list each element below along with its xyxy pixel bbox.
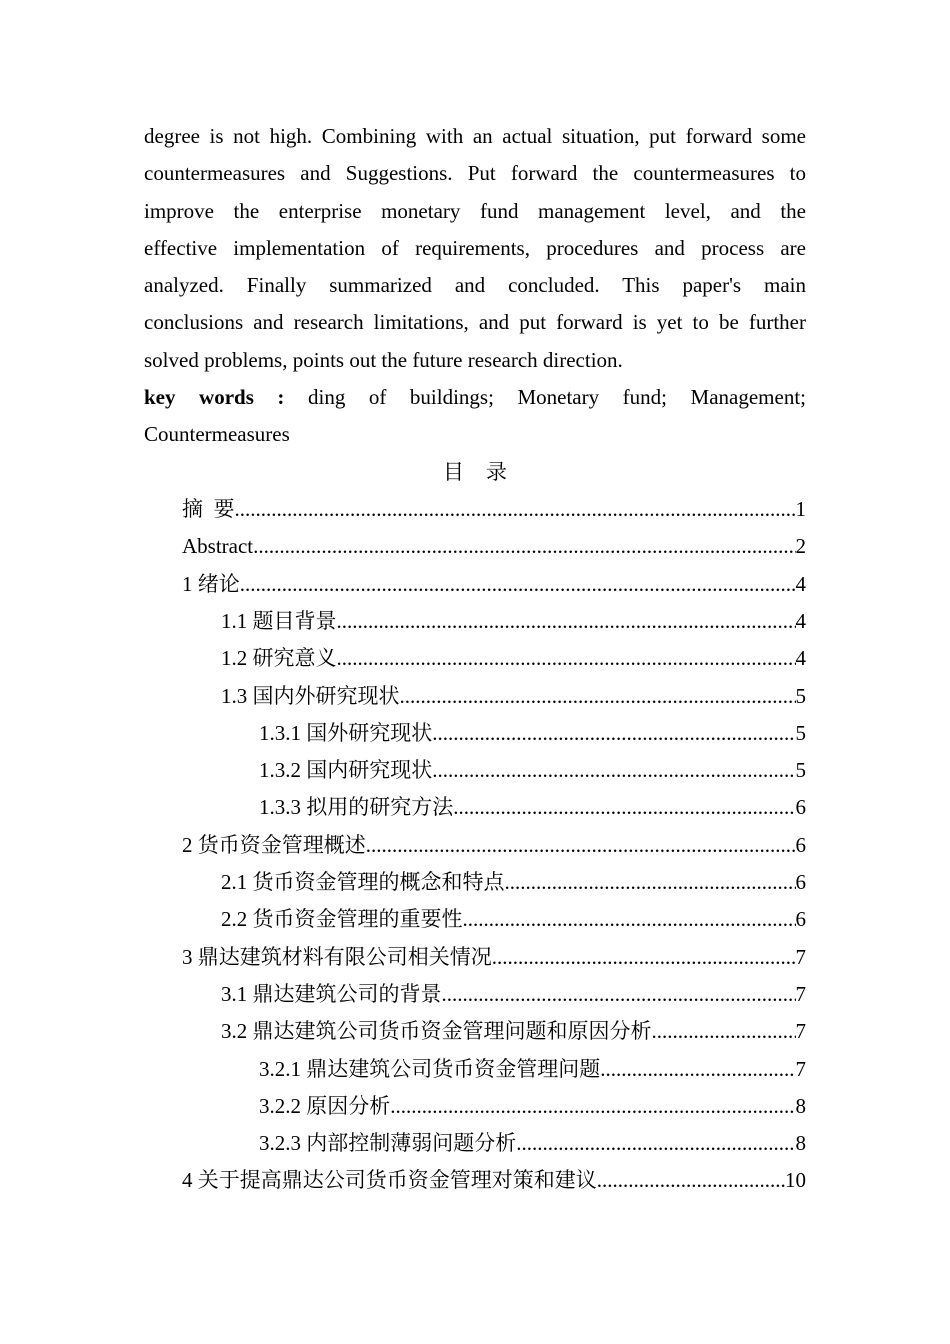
toc-leader — [453, 789, 795, 826]
toc-page-number: 4 — [795, 608, 806, 633]
toc-leader — [235, 491, 796, 528]
toc-page-number: 5 — [795, 758, 806, 783]
toc-entry-text: 1.3.3 拟用的研究方法 — [259, 795, 454, 820]
toc-entry-text: 1.2 研究意义 — [221, 646, 337, 671]
toc-entry-text: 1.3.2 国内研究现状 — [259, 758, 433, 783]
toc-entry-text: 2 货币资金管理概述 — [182, 832, 366, 857]
toc-entry[interactable] — [259, 789, 806, 826]
toc-leader — [432, 752, 795, 789]
toc-leader — [600, 1051, 795, 1088]
toc-page-number: 10 — [785, 1168, 806, 1193]
abstract-line: countermeasures and Suggestions. Put forward the countermeasures to — [144, 161, 806, 186]
keywords-label: key words : — [144, 385, 285, 410]
toc-leader — [400, 678, 796, 715]
toc-entry-text: 3.2.1 鼎达建筑公司货币资金管理问题 — [259, 1056, 601, 1081]
toc-page-number: 7 — [795, 981, 806, 1006]
abstract-line: solved problems, points out the future research direction. — [144, 347, 623, 372]
toc-entry-text: 2.1 货币资金管理的概念和特点 — [221, 870, 505, 894]
toc-entry[interactable] — [221, 640, 806, 677]
abstract-line: effective implementation of requirements, procedures and process are — [144, 235, 806, 260]
toc-entry-text: Abstract — [182, 534, 254, 559]
abstract-line: analyzed. Finally summarized and concluded. This paper's main — [144, 273, 806, 298]
toc-entry-text: 3 鼎达建筑材料有限公司相关情况 — [182, 944, 492, 969]
toc-page-number: 7 — [795, 1056, 806, 1081]
toc-entry[interactable] — [221, 603, 806, 640]
toc-leader — [366, 827, 796, 864]
abstract-line: conclusions and research limitations, and put forward is yet to be further — [144, 310, 806, 335]
toc-leader — [240, 566, 796, 603]
toc-entry[interactable] — [259, 1088, 806, 1125]
toc-page-number: 8 — [795, 1131, 806, 1156]
toc-entry[interactable] — [182, 528, 806, 565]
toc-page-number: 6 — [795, 795, 806, 820]
toc-page-number: 7 — [795, 944, 806, 969]
toc-leader — [337, 640, 796, 677]
toc-entry-text: 3.1 鼎达建筑公司的背景 — [221, 981, 442, 1006]
toc-entry-text: 4 关于提高鼎达公司货币资金管理对策和建议 — [182, 1168, 597, 1193]
toc-entry[interactable] — [182, 566, 806, 603]
toc-entry-text: 1.3.1 国外研究现状 — [259, 720, 433, 745]
toc-page-number: 1 — [795, 497, 806, 521]
toc-entry-text: 摘 要 — [182, 497, 235, 521]
toc-entry[interactable] — [182, 491, 806, 528]
toc-entry[interactable] — [221, 901, 806, 938]
toc-entry[interactable] — [259, 1125, 806, 1162]
toc-leader — [432, 715, 795, 752]
toc-leader — [253, 528, 795, 565]
toc-page-number: 7 — [795, 1019, 806, 1044]
toc-title-char: 录 — [486, 460, 507, 484]
toc-page-number: 5 — [795, 683, 806, 708]
abstract-text — [144, 118, 806, 454]
toc-leader — [652, 1013, 796, 1050]
toc-entry[interactable] — [182, 827, 806, 864]
keywords-line — [144, 379, 806, 416]
toc-entry-text: 1.1 题目背景 — [221, 608, 337, 633]
toc-entry[interactable] — [221, 864, 806, 901]
toc-entry[interactable] — [221, 678, 806, 715]
toc-title — [144, 454, 806, 491]
toc-entry[interactable] — [182, 939, 806, 976]
toc-entry-text: 3.2 鼎达建筑公司货币资金管理问题和原因分析 — [221, 1019, 652, 1044]
toc-entry[interactable] — [259, 1051, 806, 1088]
toc-page-number: 4 — [795, 646, 806, 671]
toc-leader — [390, 1088, 795, 1125]
toc-entry-text: 1 绪论 — [182, 571, 240, 596]
toc-entry[interactable] — [221, 1013, 806, 1050]
toc-entry-text: 3.2.2 原因分析 — [259, 1093, 391, 1118]
toc-leader — [492, 939, 796, 976]
toc-page-number: 8 — [795, 1093, 806, 1118]
abstract-line: degree is not high. Combining with an actual situation, put forward some — [144, 124, 806, 148]
toc-page-number: 5 — [795, 720, 806, 745]
toc-leader — [442, 976, 796, 1013]
toc-leader — [597, 1162, 785, 1199]
toc-page-number: 6 — [795, 907, 806, 932]
toc-entry[interactable] — [221, 976, 806, 1013]
toc-entry-text: 2.2 货币资金管理的重要性 — [221, 907, 463, 932]
toc-page-number: 6 — [795, 832, 806, 857]
toc-entry[interactable] — [182, 1162, 806, 1199]
toc-leader — [516, 1125, 795, 1162]
toc-page-number: 2 — [795, 534, 806, 559]
toc-leader — [337, 603, 796, 640]
toc-leader — [463, 901, 796, 938]
toc-entry[interactable] — [259, 752, 806, 789]
keywords-text: ding of buildings; Monetary fund; Management; — [307, 385, 806, 410]
toc-page-number: 6 — [795, 870, 806, 894]
toc-entry-text: 1.3 国内外研究现状 — [221, 683, 400, 708]
toc-leader — [505, 864, 796, 901]
toc-entry[interactable] — [259, 715, 806, 752]
keywords-text-continued: Countermeasures — [144, 422, 290, 447]
toc-entry-text: 3.2.3 内部控制薄弱问题分析 — [259, 1131, 517, 1156]
abstract-line: improve the enterprise monetary fund management level, and the — [144, 198, 806, 223]
toc-page-number: 4 — [795, 571, 806, 596]
toc-title-char: 目 — [443, 460, 464, 484]
